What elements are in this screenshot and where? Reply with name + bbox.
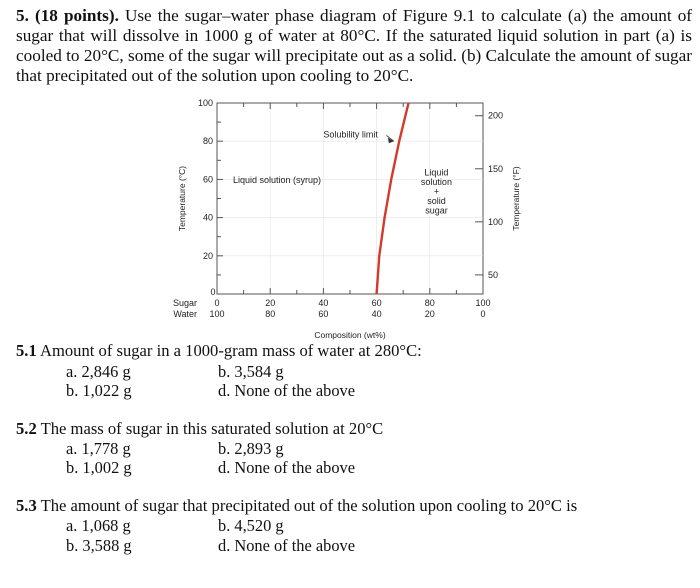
liquid-region-label: Liquid solution (syrup) [232,175,322,186]
question-text: Amount of sugar in a 1000-gram mass of water at 280°C: [36,341,422,360]
x-tick-label-sugar: 40 [318,298,329,308]
y-tick-label: 60 [202,174,213,185]
question-text: The amount of sugar that precipitated out of the solution upon cooling to 20°C is [36,496,578,515]
problem-points: (18 points). [34,6,119,25]
x-tick-label-sugar: 0 [214,298,220,308]
option-a[interactable]: a. 1,778 g [66,439,131,458]
y2-tick-label: 50 [488,269,499,280]
y-tick-label: 40 [202,212,213,223]
x-axis-title: Composition (wt%) [314,330,386,340]
question-5-2 [16,419,383,439]
x-axis-water-label: Water [173,309,197,319]
option-b[interactable]: b. 3,588 g [66,536,132,555]
question-number: 5.3 [16,496,37,515]
option-d[interactable]: d. None of the above [218,536,355,555]
option-a[interactable]: a. 2,846 g [66,362,131,381]
y-axis-title: Temperature (°C) [177,165,187,232]
question-number: 5.2 [16,419,37,438]
option-d[interactable]: d. None of the above [218,381,355,400]
option-d[interactable]: d. None of the above [218,458,355,477]
x-tick-label-sugar: 100 [475,298,491,308]
y2-tick-label: 150 [488,163,504,174]
y-tick-label: 0 [210,287,216,297]
option-b[interactable]: b. 1,002 g [66,458,132,477]
option-b[interactable]: b. 1,022 g [66,381,132,400]
question-5-1 [16,341,422,361]
x-tick-label-water: 20 [424,309,435,319]
option-a[interactable]: a. 1,068 g [66,516,131,535]
x-tick-label-sugar: 60 [371,298,382,308]
option-c[interactable]: b. 2,893 g [218,439,284,458]
two-phase-region-label: Liquid [424,167,449,178]
solubility-limit-curve [377,103,409,294]
problem-number: 5. [16,6,29,25]
x-tick-label-water: 0 [480,309,486,319]
question-text: The mass of sugar in this saturated solution at 20°C [36,419,384,438]
x-tick-label-sugar: 20 [265,298,276,308]
x-axis-sugar-label: Sugar [172,298,197,308]
x-tick-label-water: 100 [209,309,225,319]
y2-axis-title: Temperature (°F) [511,166,521,231]
two-phase-region-label: solid [427,196,446,207]
question-number: 5.1 [16,341,37,360]
option-c[interactable]: b. 3,584 g [218,362,284,381]
y-tick-label: 20 [202,250,213,261]
question-5-3 [16,496,577,516]
solubility-limit-label: Solubility limit [323,129,378,140]
y-tick-label: 100 [197,98,213,108]
y-tick-label: 80 [202,136,213,147]
x-tick-label-water: 40 [371,309,382,319]
x-tick-label-water: 80 [265,309,276,319]
option-c[interactable]: b. 4,520 g [218,516,284,535]
y2-tick-label: 100 [488,216,504,227]
two-phase-region-label: + [433,186,440,197]
problem-text: Use the sugar–water phase diagram of Figure 9.1 to calculate (a) the amount of sugar that will dissolve in 1000 g of water at 80°C. If the saturated liquid solution in part (a) is cooled to 20°C, some of the sugar will precipitate out as a solid. (b) Calculate the amount of sugar that precipitated out of the solution upon cooling to 20°C. [16,6,693,85]
two-phase-region-label: solution [420,177,452,188]
two-phase-region-label: sugar [425,205,448,216]
x-tick-label-sugar: 80 [424,298,435,308]
x-tick-label-water: 60 [318,309,329,319]
y2-tick-label: 200 [488,110,504,121]
